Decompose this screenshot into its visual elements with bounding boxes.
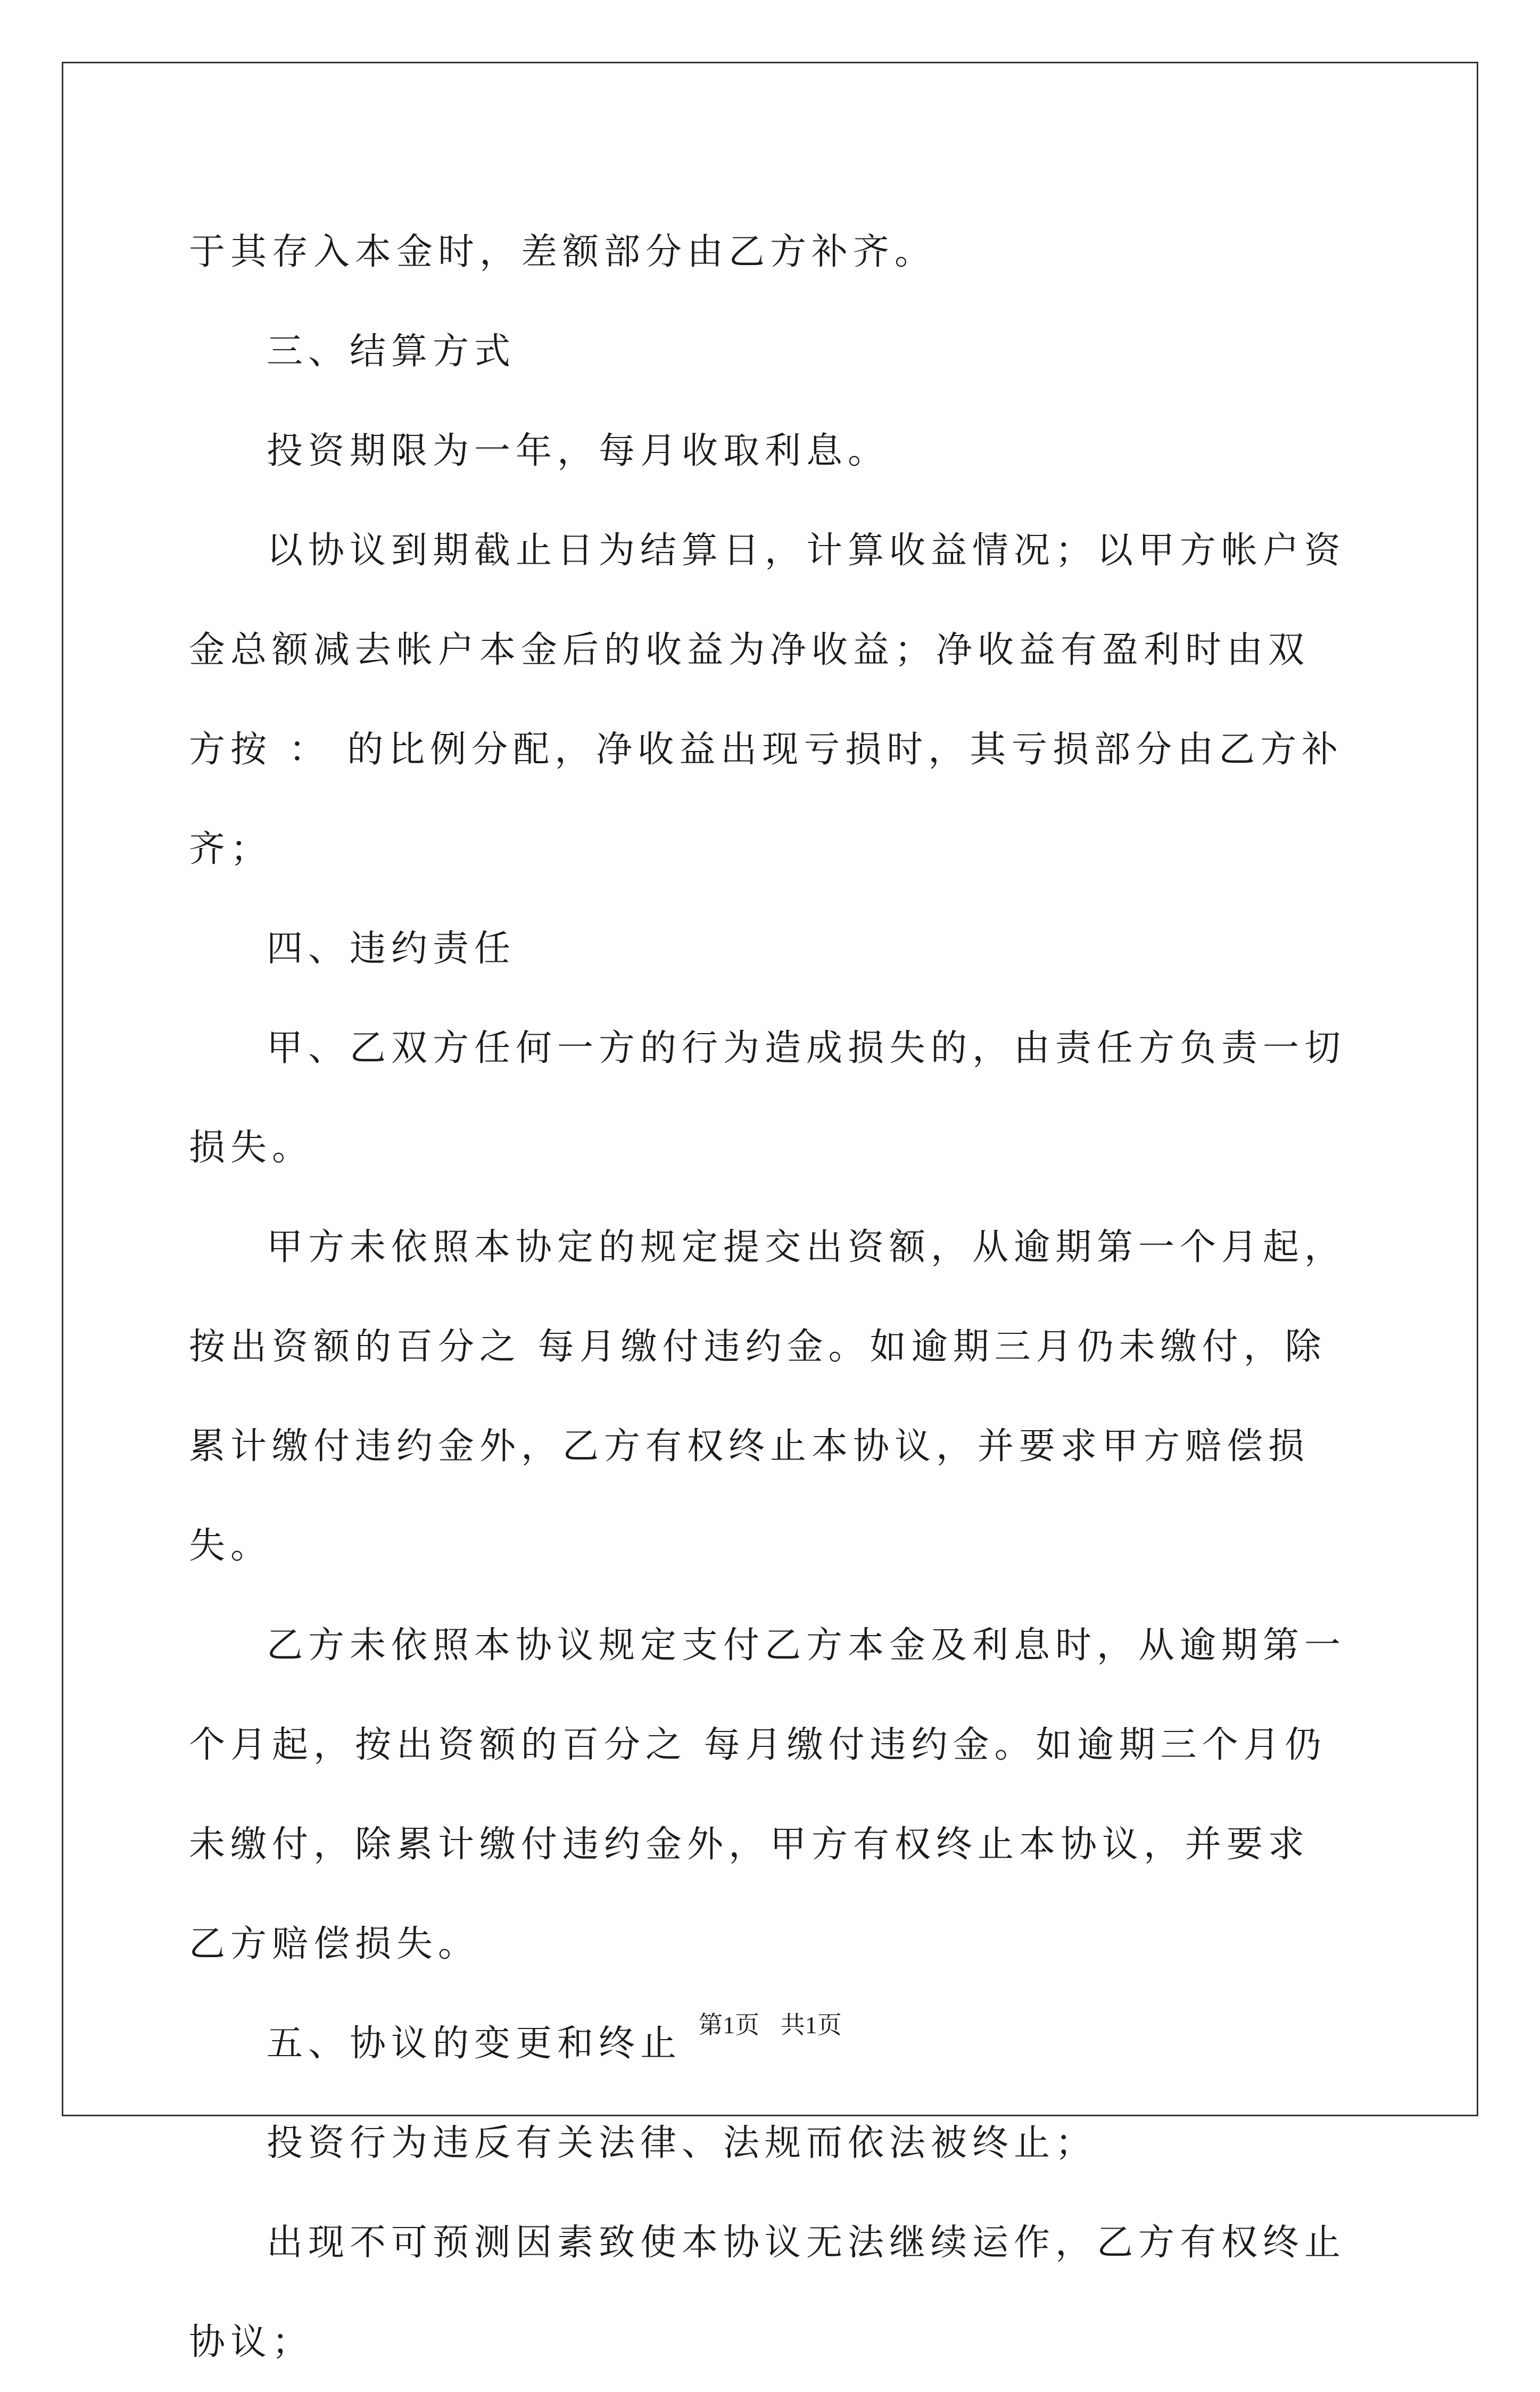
paragraph-continuation: 于其存入本金时，差额部分由乙方补齐。 — [189, 231, 937, 273]
page-number-current: 第1页 — [698, 2011, 760, 2039]
paragraph-termination-unforeseen: 出现不可预测因素致使本协议无法继续运作，乙方有权终止协议； — [189, 2222, 1346, 2363]
paragraph-liability-party-a: 甲方未依照本协定的规定提交出资额，从逾期第一个月起，按出资额的百分之 每月缴付违约金。如逾期三月仍未缴付，除累计缴付违约金外，乙方有权终止本协议，并要求甲方赔偿损失。 — [189, 1226, 1346, 1567]
section-heading-settlement: 三、结算方式 — [267, 331, 516, 373]
paragraph-investment-term: 投资期限为一年，每月收取利息。 — [267, 430, 890, 472]
section-heading-liability: 四、违约责任 — [267, 928, 516, 970]
paragraph-liability-general: 甲、乙双方任何一方的行为造成损失的，由责任方负责一切损失。 — [189, 1027, 1346, 1169]
paragraph-liability-party-b: 乙方未依照本协议规定支付乙方本金及利息时，从逾期第一个月起，按出资额的百分之 每月缴付违约金。如逾期三个月仍未缴付，除累计缴付违约金外，甲方有权终止本协议，并要求乙方赔偿损失。 — [189, 1624, 1346, 1965]
page-number-total: 共1页 — [780, 2011, 842, 2039]
page-footer — [0, 2006, 1540, 2041]
paragraph-termination-law: 投资行为违反有关法律、法规而依法被终止； — [267, 2122, 1097, 2164]
paragraph-settlement-rules: 以协议到期截止日为结算日，计算收益情况；以甲方帐户资金总额减去帐户本金后的收益为净收益；净收益有盈利时由双方按 ： 的比例分配，净收益出现亏损时，其亏损部分由乙方补齐； — [189, 530, 1346, 870]
section-heading-termination: 五、协议的变更和终止 — [267, 2023, 682, 2065]
document-body — [189, 202, 1349, 2392]
